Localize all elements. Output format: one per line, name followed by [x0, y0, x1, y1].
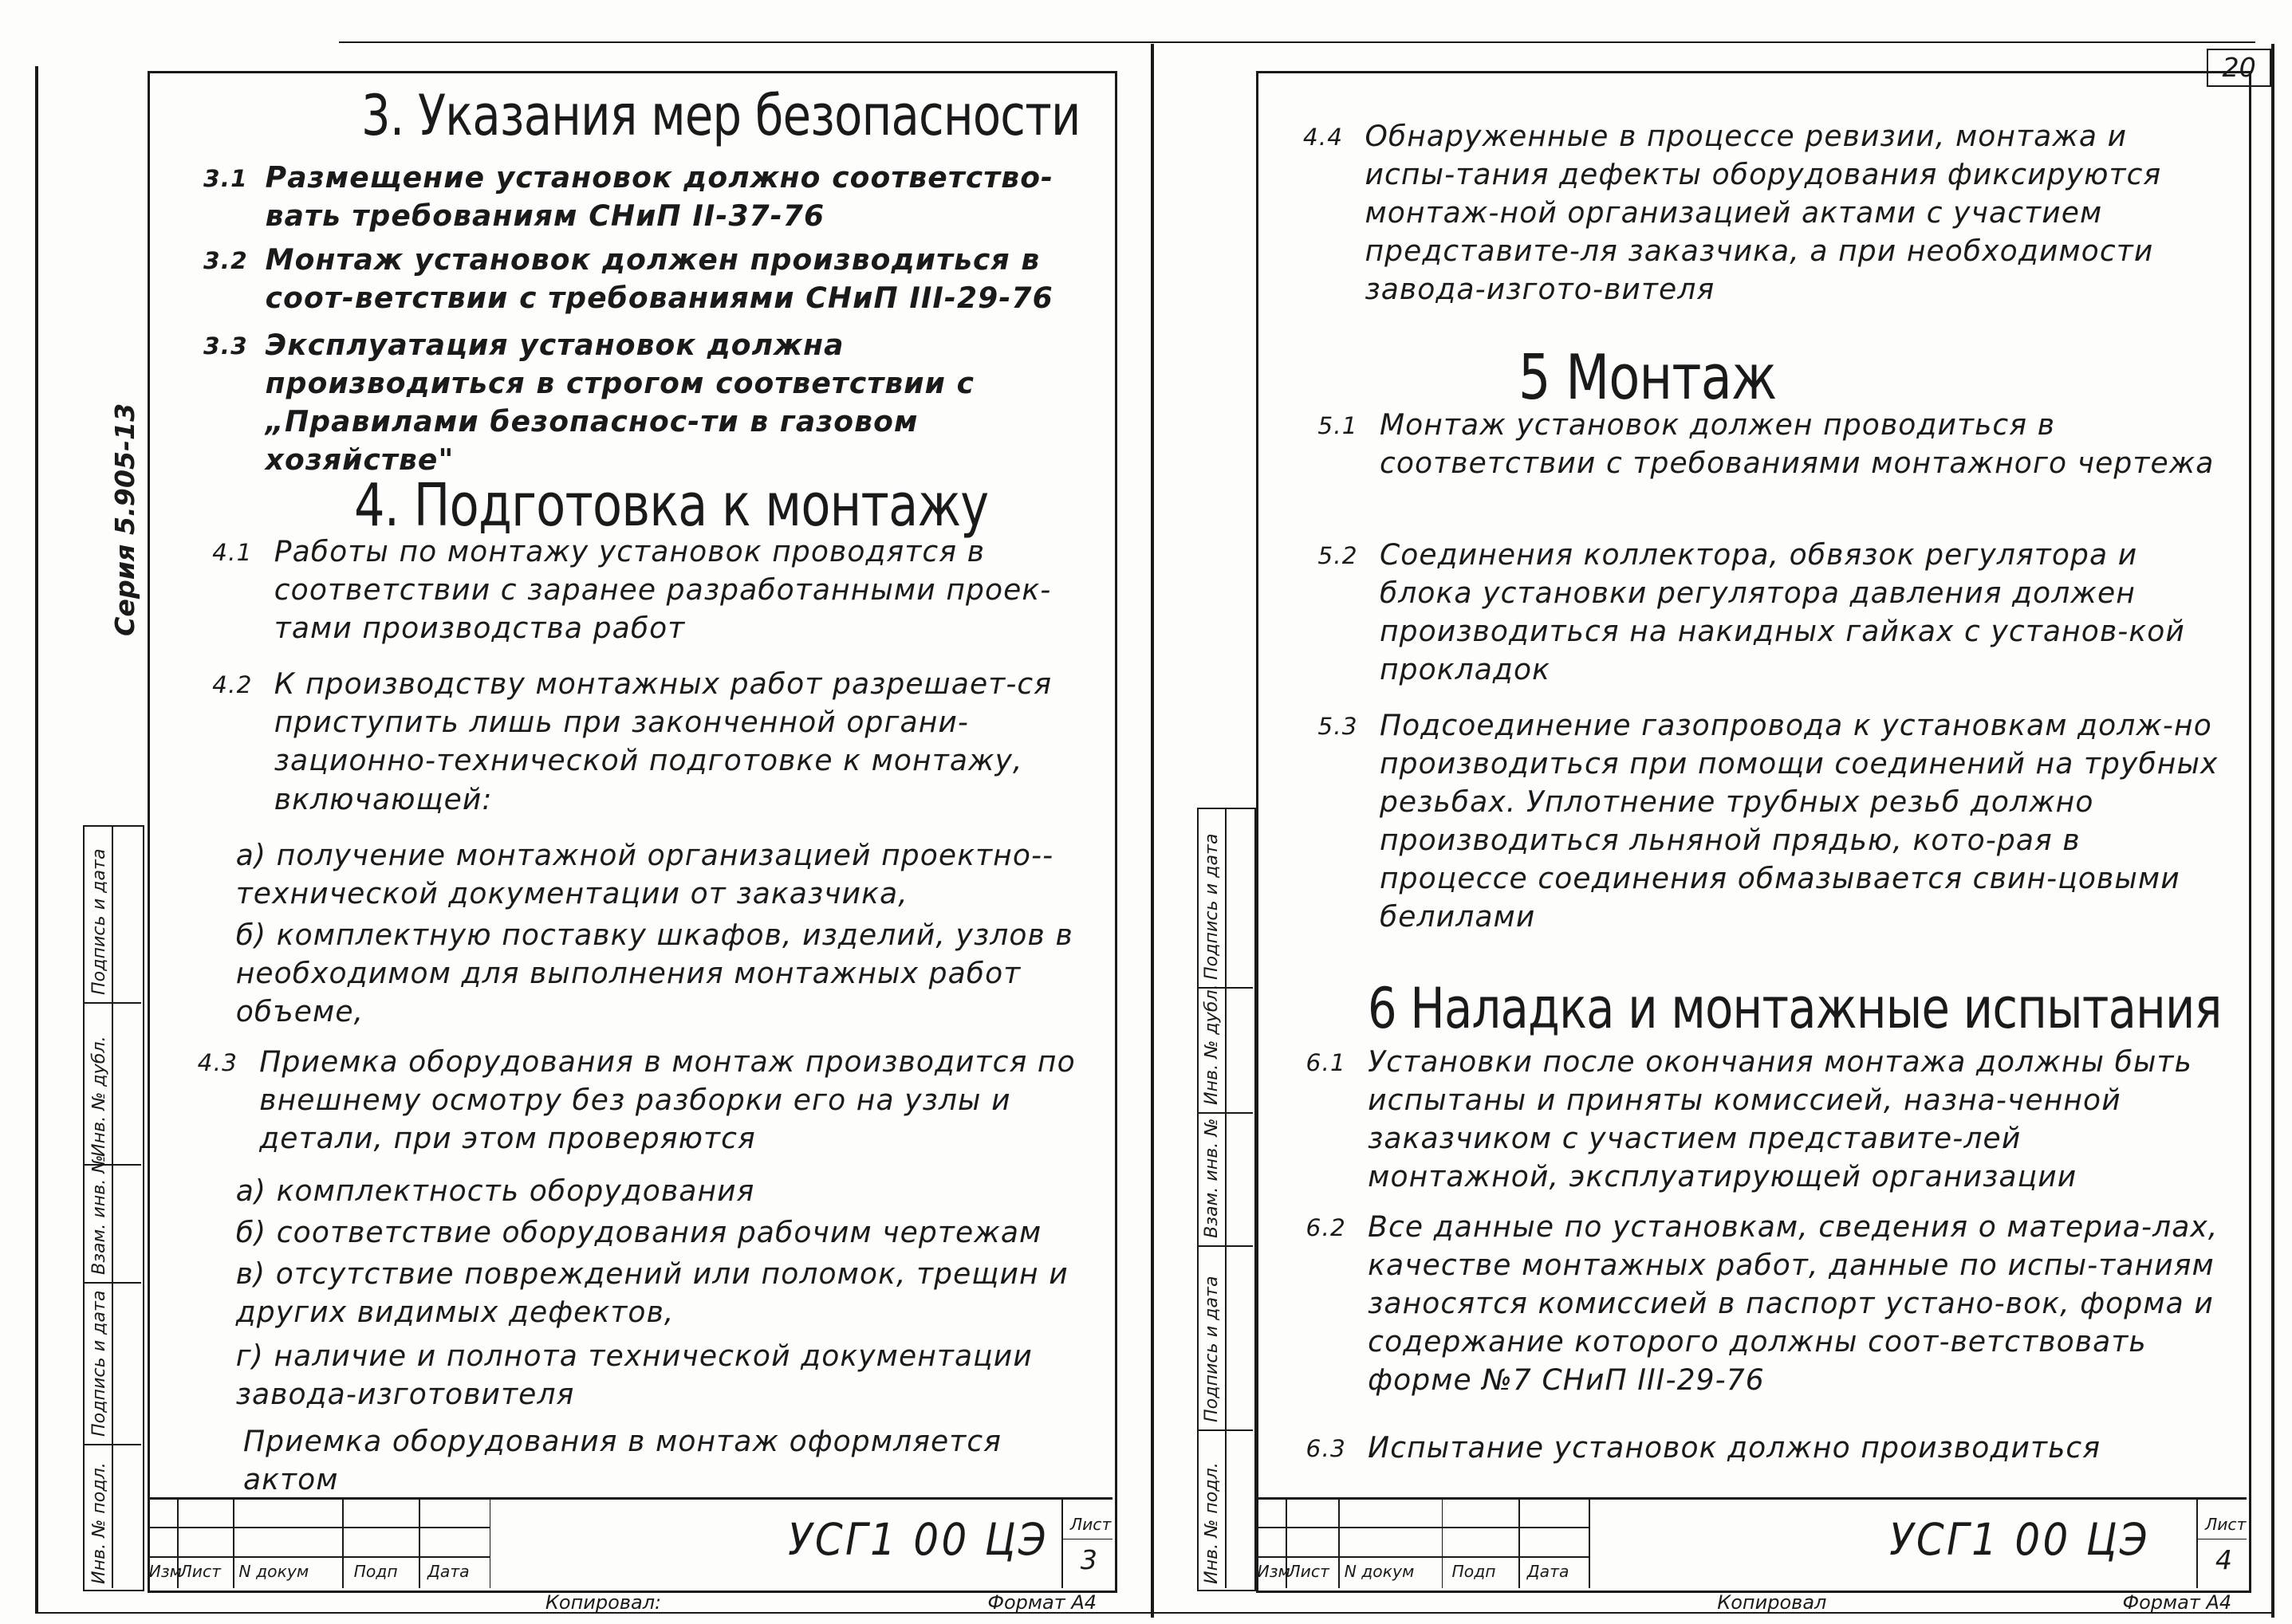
item-6-1 [1305, 1044, 2219, 1197]
item-number: 5.1 [1317, 412, 1358, 440]
right-stamp-hline [2196, 1539, 2247, 1540]
right-sheet-number: 4 [2215, 1543, 2233, 1575]
right-stamp-hline [1256, 1556, 1589, 1558]
right-outer-rule [2271, 44, 2274, 1618]
stamp-label-sign: Подп [1451, 1562, 1496, 1582]
check-item-a: а) комплектность оборудования [235, 1175, 755, 1209]
item-text: Эксплуатация установок должна производиться в строгом соответствии с „Правилами безопаснос-ти в газовом хозяйстве" [265, 329, 975, 478]
left-side-divider [112, 825, 113, 1588]
left-copied-by: Копировал: [545, 1591, 662, 1614]
left-stamp-hline [148, 1556, 490, 1558]
left-stamp-top [148, 1497, 1113, 1500]
right-stamp-vline [1338, 1497, 1340, 1589]
item-number: 5.2 [1317, 541, 1358, 569]
item-text: Соединения коллектора, обвязок регулятора и блока установки регулятора давления должен производиться на накидных гайках с установ-кой прокладок [1379, 538, 2185, 686]
right-document-code: УСГ1 00 ЦЭ [1889, 1514, 2150, 1566]
section-3-title: 3. Указания мер безопасности [360, 82, 1081, 148]
item-number: 6.1 [1305, 1048, 1346, 1076]
check-item-d: г) наличие и полнота технической документации завода-изготовителя [235, 1340, 1033, 1412]
center-fold [1151, 44, 1154, 1618]
closing-text: Приемка оборудования в монтаж оформляется актом [242, 1425, 1002, 1497]
bottom-rule [35, 1612, 2274, 1614]
side-label: Инв. № подл. [88, 1461, 109, 1584]
item-text: Все данные по установкам, сведения о материа-лах, качестве монтажных работ, данные по испы-таниям заносятся комиссией в паспорт устано-вок, форма и содержание которого должны соот-ветствовать форме №7 СНиП III-29-76 [1368, 1210, 2219, 1397]
left-side-hline [83, 1282, 142, 1284]
item-4-4 [1302, 118, 2219, 309]
section-5-title: 5 Монтаж [1518, 341, 1777, 414]
side-label: Взам. инв. № [88, 1154, 109, 1275]
stamp-label-list: Лист [179, 1562, 221, 1582]
sub-item-a: а) получение монтажной организацией проектно--технической документации от заказчика, [235, 839, 1054, 910]
left-stamp-hline [1061, 1539, 1113, 1540]
side-label: Инв. № дубл. [1201, 984, 1223, 1106]
side-label: Подпись и дата [88, 848, 109, 995]
item-4-1 [212, 533, 1091, 648]
right-format: Формат А4 [2122, 1591, 2232, 1614]
item-number: 3.3 [203, 332, 248, 360]
item-text: К производству монтажных работ разрешает-ся приступить лишь при законченной органи-зационно-технической подготовке к монтажу, включающей: [274, 668, 1053, 816]
left-stamp-vline [419, 1497, 420, 1589]
right-side-hline [1197, 1429, 1253, 1431]
side-label: Инв. № дубл. [88, 1036, 109, 1157]
right-stamp-vline [1518, 1497, 1520, 1589]
left-side-hline [83, 1002, 142, 1004]
right-stamp-vline [1442, 1497, 1443, 1589]
left-sheet-label: Лист [1069, 1514, 1112, 1534]
side-label: Подпись и дата [88, 1290, 109, 1437]
item-5-3 [1317, 707, 2219, 937]
item-number: 4.4 [1302, 123, 1344, 151]
right-stamp-vline [1589, 1497, 1590, 1589]
left-stamp-hline [148, 1527, 490, 1528]
item-number: 5.3 [1317, 713, 1358, 741]
series-label: Серия 5.905-13 [108, 403, 140, 637]
item-text: Размещение установок должно соответство-вать требованиям СНиП II-37-76 [265, 161, 1054, 233]
item-5-2 [1317, 537, 2219, 690]
right-sheet-label: Лист [2204, 1514, 2247, 1534]
left-stamp-vline [342, 1497, 344, 1589]
item-6-2 [1305, 1209, 2219, 1400]
stamp-label-doc: N докум [1344, 1562, 1415, 1582]
section-4-title: 4. Подготовка к монтажу [353, 471, 988, 541]
item-4-2 [212, 666, 1091, 819]
right-side-hline [1197, 1112, 1253, 1114]
stamp-label-date: Дата [1526, 1562, 1569, 1582]
item-6-3 [1305, 1429, 2219, 1468]
right-stamp-vline [2196, 1497, 2198, 1589]
left-document-code: УСГ1 00 ЦЭ [788, 1514, 1050, 1566]
left-stamp-vline [490, 1497, 491, 1589]
item-text: Обнаруженные в процессе ревизии, монтажа и испы-тания дефекты оборудования фиксируются монтаж-ной организацией актами с участием представите-ля заказчика, а при необходимости завода-изгото-вителя [1365, 120, 2162, 307]
right-side-divider [1225, 808, 1227, 1589]
item-3-2 [203, 242, 1091, 318]
side-label: Подпись и дата [1201, 1276, 1223, 1422]
sub-item-b: б) комплектную поставку шкафов, изделий, узлов в необходимом для выполнения монтажных работ объеме, [235, 918, 1073, 1028]
stamp-label-izm: Изм [1257, 1562, 1290, 1582]
item-4-3 [197, 1044, 1090, 1158]
item-3-1 [203, 159, 1091, 236]
page-number: 20 [2222, 51, 2256, 83]
item-text: Работы по монтажу установок проводятся в соответствии с заранее разработанными проек-тами производства работ [274, 536, 1052, 646]
left-format: Формат А4 [987, 1591, 1097, 1614]
left-stamp-vline [1061, 1497, 1063, 1589]
side-label: Инв. № подл. [1201, 1461, 1223, 1584]
side-label: Подпись и дата [1201, 833, 1223, 981]
section-6-title: 6 Наладка и монтажные испытания [1368, 975, 2222, 1041]
left-stamp-vline [233, 1497, 234, 1589]
stamp-label-doc: N докум [238, 1562, 309, 1582]
item-text: Подсоединение газопровода к установкам долж-но производиться при помощи соединений на трубных резьбах. Уплотнение трубных резьб должно производиться льняной прядью, кото-рая в процессе соединения обмазывается свин-цовыми белилами [1379, 710, 2219, 934]
right-stamp-top [1256, 1497, 2247, 1500]
left-outer-rule [35, 66, 38, 1614]
stamp-label-sign: Подп [353, 1562, 398, 1582]
item-text: Испытание установок должно производиться [1368, 1431, 2101, 1465]
left-side-hline [83, 1444, 142, 1445]
item-number: 3.1 [203, 164, 248, 192]
item-3-3 [203, 327, 1091, 480]
right-stamp-hline [1256, 1527, 1589, 1528]
item-number: 3.2 [203, 247, 248, 275]
item-number: 6.3 [1305, 1434, 1346, 1462]
right-copied-by: Копировал [1717, 1591, 1827, 1614]
stamp-label-izm: Изм [148, 1562, 183, 1582]
check-item-b: б) соответствие оборудования рабочим чертежам [235, 1216, 1042, 1249]
item-text: Установки после окончания монтажа должны быть испытаны и приняты комиссией, назна-ченной заказчиком с участием представите-лей монтажной, эксплуатирующей организации [1368, 1045, 2192, 1193]
stamp-label-date: Дата [427, 1562, 470, 1582]
item-text: Монтаж установок должен производиться в соот-ветствии с требованиями СНиП III-29-76 [265, 244, 1053, 316]
item-text: Монтаж установок должен проводиться в соответствии с требованиями монтажного чертежа [1379, 409, 2215, 481]
stamp-label-list: Лист [1288, 1562, 1329, 1582]
item-number: 4.3 [197, 1048, 238, 1076]
item-number: 4.2 [212, 671, 253, 699]
item-5-1 [1317, 407, 2219, 483]
side-label: Взам. инв. № [1201, 1118, 1223, 1238]
top-rule [339, 41, 2255, 43]
right-side-hline [1197, 1245, 1253, 1247]
check-item-c: в) отсутствие повреждений или поломок, трещин и других видимых дефектов, [235, 1257, 1069, 1329]
item-text: Приемка оборудования в монтаж производится по внешнему осмотру без разборки его на узлы и детали, при этом проверяются [259, 1045, 1076, 1155]
left-sheet-number: 3 [1080, 1543, 1097, 1575]
item-number: 6.2 [1305, 1213, 1346, 1241]
item-number: 4.1 [212, 539, 253, 567]
